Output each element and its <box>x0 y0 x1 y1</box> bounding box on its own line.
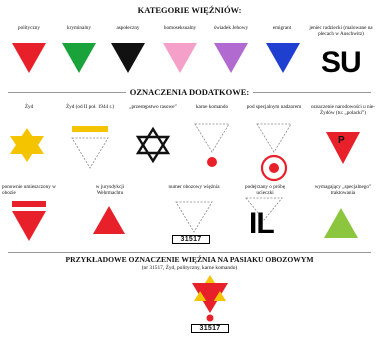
label-jew-1944: Żyd (od II poł. 1944 r.) <box>66 104 114 110</box>
dotted-triangle-icon <box>176 202 212 232</box>
lime-up-triangle-icon <box>324 208 358 238</box>
label-nationality: oznaczenie narodowości u nie-Żydów (tu: „polacki”) <box>310 104 376 116</box>
label-homosexual: homoseksualny <box>163 25 197 31</box>
nationality-letter: P <box>338 135 345 146</box>
label-special-treatment: wymagający „specjalnego” traktowania <box>314 184 372 196</box>
dotted-triangle-target-icon <box>256 124 292 182</box>
blue-triangle-icon <box>266 43 300 73</box>
black-outline-star-icon <box>136 128 170 162</box>
red-triangle-icon <box>12 43 46 73</box>
yellow-bar-triangle-icon <box>72 126 108 168</box>
section-title-additional: OZNACZENIA DODATKOWE: <box>0 87 379 97</box>
red-up-triangle-icon <box>93 206 125 234</box>
label-soviet-pow: jeniec radziecki (malowane na plecach w Auschwitz) <box>309 25 373 37</box>
label-political: polityczny <box>18 25 40 31</box>
purple-triangle-icon <box>214 43 248 73</box>
pink-triangle-icon <box>163 43 197 73</box>
label-special-supervision: pod specjalnym nadzorem <box>246 104 302 110</box>
section-subtitle-example: (nr 31517, Żyd, polityczny, karne komando) <box>141 265 238 271</box>
label-jehovah: świadek Jehowy <box>213 25 249 31</box>
dotted-triangle-dot-icon <box>195 124 229 168</box>
label-asocial: aspołeczny <box>116 25 140 31</box>
label-camp-number: numer obozowy więźnia <box>168 184 220 190</box>
il-mark: IL <box>249 207 274 240</box>
label-readmitted: ponownie umieszczony w obozie <box>2 184 56 196</box>
label-escape-suspect: podejrzany o próbę ucieczki <box>244 184 286 196</box>
section-title-categories: KATEGORIE WIĘŹNIÓW: <box>137 5 242 15</box>
yellow-star-icon <box>10 128 44 162</box>
label-jew: Żyd <box>24 104 34 110</box>
black-triangle-icon <box>111 43 145 73</box>
example-badge-icon <box>192 275 228 321</box>
green-triangle-icon <box>62 43 96 73</box>
label-racial-crime: „przestępstwo rasowe” <box>129 104 177 110</box>
label-criminal: kryminalny <box>67 25 91 31</box>
red-bar-triangle-icon <box>12 201 46 241</box>
divider <box>8 252 371 253</box>
number-patch: 31517 <box>172 235 210 244</box>
label-penal-commando: karne komando <box>195 104 229 110</box>
example-number-patch: 31517 <box>191 324 229 333</box>
section-title-example: PRZYKŁADOWE OZNACZENIE WIĘŹNIA NA PASIAKU OBOZOWYM <box>65 255 314 264</box>
su-mark: SU <box>321 46 361 79</box>
label-wehrmacht: w jurysdykcji Wehrmachtu <box>95 184 125 196</box>
label-emigrant: emigrant <box>272 25 292 31</box>
